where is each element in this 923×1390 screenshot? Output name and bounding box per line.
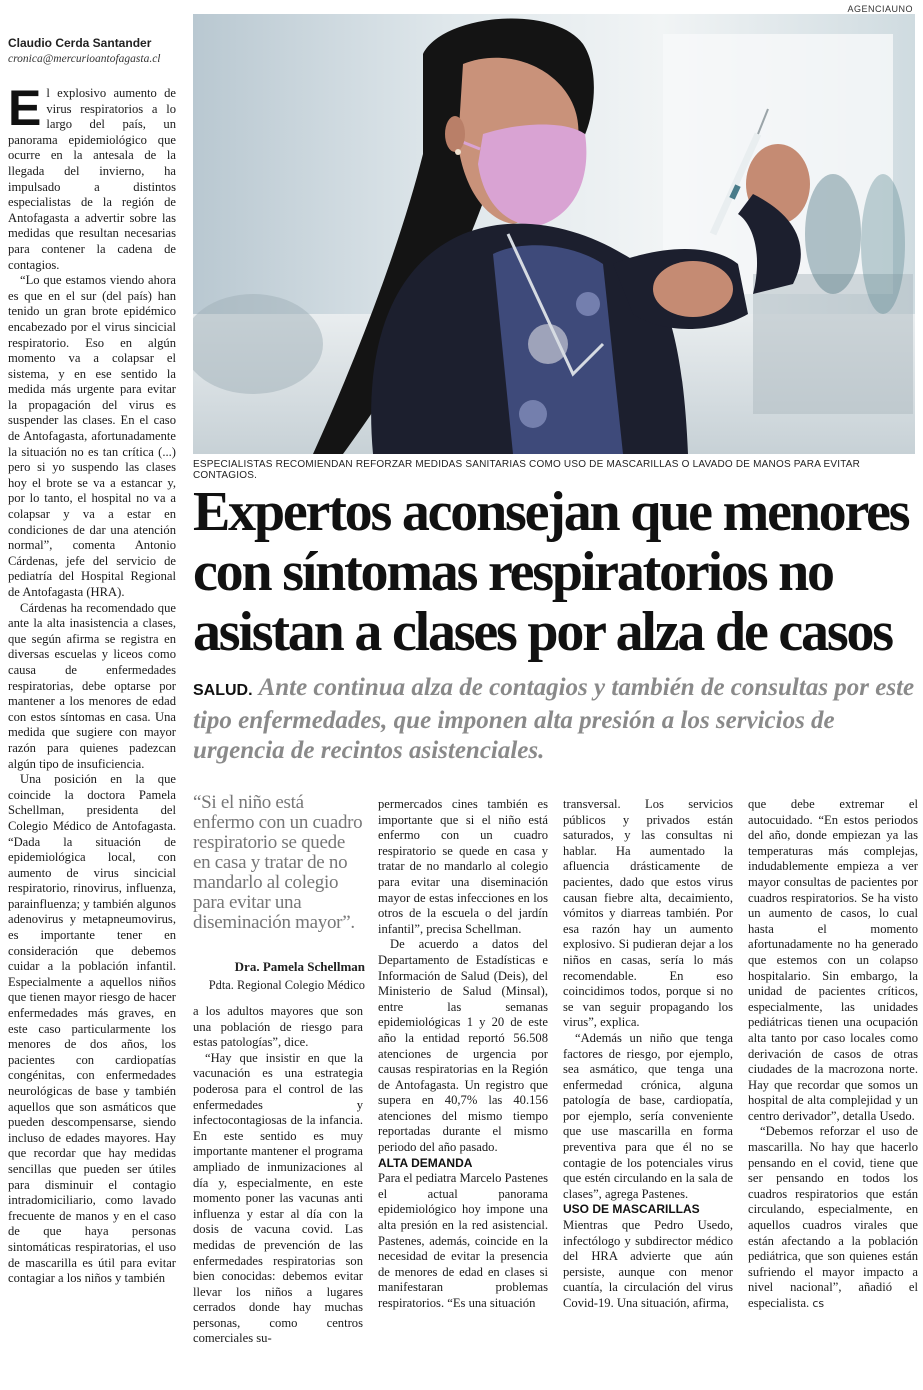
body-column-5 xyxy=(748,797,918,1385)
deck xyxy=(193,673,915,766)
headline: Expertos aconsejan que menores con síntomas respiratorios no asistan a clases por alza de casos xyxy=(193,481,909,663)
pull-quote xyxy=(193,793,365,993)
paragraph: El explosivo aumento de virus respiratorios a lo largo del país, un panorama epidemiológico que ocurre en la antesala de la llegada del invierno, ha impulsado a distintos especialistas de la región de Antofagasta a advertir sobre las medidas que resultan necesarias para contener la cadena de contagios. xyxy=(8,86,176,272)
paragraph: “Lo que estamos viendo ahora es que en el sur (del país) han tenido un gran brote epidémico encabezado por el virus sincicial respiratorio. Eso en algún momento va a colapsar el sistema, y en ese sentido la medida más urgente para evitar la propagación del virus es suspender las clases. En el caso de Antofagasta, afortunadamente la situación no es tan crítica (...) pero si yo suspendo las clases hoy el brote se va a estancar y, por lo tanto, el hospital no va a colapsar y va a estar en condiciones de dar una atención normal”, comenta Antonio Cárdenas, jefe del servicio de pediatría del Hospital Regional de Antofagasta (HRA). xyxy=(8,273,176,599)
photo-credit: AGENCIAUNO xyxy=(847,4,913,14)
nurse-preparing-vaccine-photo xyxy=(193,14,915,454)
paragraph: “Hay que insistir en que la vacunación es una estrategia poderosa para el control de las enfermedades y infectocontagiosas de la infancia. En este sentido es muy importante mantener el programa ampliado de inmunizaciones al día y, especialmente, en este momento poner las vacunas anti influenza y estar al día con la dosis de vacuna covid. Las medidas de prevención de las enfermedades respiratorias son bien conocidas: debemos evitar llevar los niños a lugares cerrados donde hay muchas personas, como centros comerciales su- xyxy=(193,1050,363,1346)
paragraph: Una posición en la que coincide la doctora Pamela Schellman, presidenta del Colegio Médico de Antofagasta. “Dada la situación de epidemiológica local, con aumento de virus sincicial respiratorio, rinovirus, influenza, parainfluenza; y también algunos adenovirus y metapneumovirus, es importante tener en consideración que debemos cuidar a la población infantil. Especialmente a aquellos niños que tienen mayor riesgo de hacer enfermedades más graves, en este caso particularmente los menores de dos años, los pacientes con cardiopatías congénitas, con enfermedades neurológicas de base y también aquellos que son asmáticos que pueden descompensarse, siendo incluso de edades mayores. Hay que recordar que hay medidas sencillas que pueden ser útiles para disminuir el contagio intradomiciliario, como lavado frecuente de manos y en el caso de que haya personas sintomáticas respiratorias, el uso de mascarilla es útil para evitar contagiar a los niños y también xyxy=(8,772,176,1286)
body-column-4 xyxy=(563,797,733,1385)
body-column-3 xyxy=(378,797,548,1385)
author-name: Claudio Cerda Santander xyxy=(8,36,152,50)
paragraph: transversal. Los servicios públicos y privados están saturados, y las consultas ni hablar. Ha aumentado la afluencia drásticamente de pacientes, dado que estos virus causan fiebre alta, decaimiento, vómitos y diarreas también. Por esa razón hay un aumento explosivo. Si pudieran dejar a los niños en casas, sería lo más recomendable. En eso coincidimos todos, porque si no se van seguir propagando los virus”, explica. xyxy=(563,797,733,1030)
paragraph: a los adultos mayores que son una población de riesgo para estas patologías”, dice. xyxy=(193,1004,363,1050)
author-email: cronica@mercurioantofagasta.cl xyxy=(8,53,161,65)
pull-quote-text: “Si el niño está enfermo con un cuadro respiratorio se quede en casa y tratar de no mandarlo al colegio para evitar una diseminación mayor”. xyxy=(193,792,363,933)
body-column-1 xyxy=(8,86,176,1386)
byline xyxy=(8,36,183,65)
paragraph: De acuerdo a datos del Departamento de Estadísticas e Información de Salud (Deis), del Ministerio de Salud (Minsal), entre las semanas epidemiológicas 1 y 20 de este año la entidad reportó 56.508 atenciones de urgencia por causas respiratorias en la Región de Antofagasta. Un registro que supera en 40,7% las 40.156 atenciones del mismo tiempo reportadas durante el mismo periodo del año pasado. xyxy=(378,937,548,1155)
subhead-alta-demanda: ALTA DEMANDA xyxy=(378,1155,473,1170)
paragraph: Mientras que Pedro Usedo, infectólogo y subdirector médico del HRA advierte que aún persiste, aunque con menor cuantía, la circulación del virus Covid-19. Una situación, afirma, xyxy=(563,1218,733,1310)
subhead-uso-de-mascarillas: USO DE MASCARILLAS xyxy=(563,1202,700,1217)
section-kicker: SALUD. xyxy=(193,682,253,699)
paragraph: “Además un niño que tenga factores de riesgo, por ejemplo, sea asmático, que tenga una enfermedad crónica, alguna patología de base, cardiopatía, por ejemplo, sería conveniente que use mascarilla en forma preventiva para que él no se contagie de los potenciales virus que estén circulando en la sala de clases”, agrega Pastenes. xyxy=(563,1030,733,1201)
end-mark-icon: cs xyxy=(812,1297,825,1310)
paragraph: Cárdenas ha recomendado que ante la alta inasistencia a clases, que según afirma se registra en diversas escuelas y liceos como causa de enfermedades respiratorias, debe optarse por mantener a los menores de edad con estos síntomas en casa. Una medida que sugiere con mayor razón para quienes padezcan algún tipo de insuficiencia. xyxy=(8,600,176,771)
pull-quote-role: Pdta. Regional Colegio Médico xyxy=(208,978,365,992)
pull-quote-name: Dra. Pamela Schellman xyxy=(234,959,365,974)
body-column-2 xyxy=(193,1004,363,1384)
paragraph: que debe extremar el autocuidado. “En estos periodos del año, donde empiezan ya las temperaturas más complejas, indudablemente empieza a ver mayor consultas de pacientes por cuadros respiratorios. Se ha visto un aumento de casos, lo cual hasta el momento afortunadamente no ha generado que estemos con un colapso hospitalario. Sin embargo, la unidad de pacientes críticos, especialmente, las unidades pediátricas tienen una ocupación alta tanto por caso locales como derivación de casos de otras ciudades de la macrozona norte. Hay que recordar que somos un hospital de alta complejidad y un centro derivador”, detalla Usedo. xyxy=(748,797,918,1123)
photo-caption: ESPECIALISTAS RECOMIENDAN REFORZAR MEDIDAS SANITARIAS COMO USO DE MASCARILLAS O LAVADO DE MANOS PARA EVITAR CONTAGIOS. xyxy=(193,459,861,481)
article-photo xyxy=(193,14,915,454)
deck-text: Ante continua alza de contagios y también de consultas por este tipo enfermedades, que imponen alta presión a los servicios de urgencia de recintos asistenciales. xyxy=(193,674,915,764)
paragraph: permercados cines también es importante que si el niño está enfermo con un cuadro respiratorio se quede en casa y tratar de no mandarlo al colegio para evitar una diseminación mayor de estas infecciones en los otros de la escuela o del jardín infantil”, precisa Schellman. xyxy=(378,797,548,936)
paragraph: “Debemos reforzar el uso de mascarilla. No hay que hacerlo pensando en el covid, tiene que ser pensando en todos los cuadros respiratorios que están circulando, especialmente, en aquellos cuadros virales que están afectando a la población pediátrica, que son quienes están sufriendo el mayor impacto a nivel nacional”, añadió el especialista. cs xyxy=(748,1124,918,1310)
paragraph: Para el pediatra Marcelo Pastenes el actual panorama epidemiológico hoy impone una alta presión en la red asistencial. Pastenes, además, coincide en la necesidad de evitar la presencia de menores de edad en clases si manifestaran problemas respiratorios. “Es una situación xyxy=(378,1171,548,1310)
drop-cap: E xyxy=(8,86,42,136)
